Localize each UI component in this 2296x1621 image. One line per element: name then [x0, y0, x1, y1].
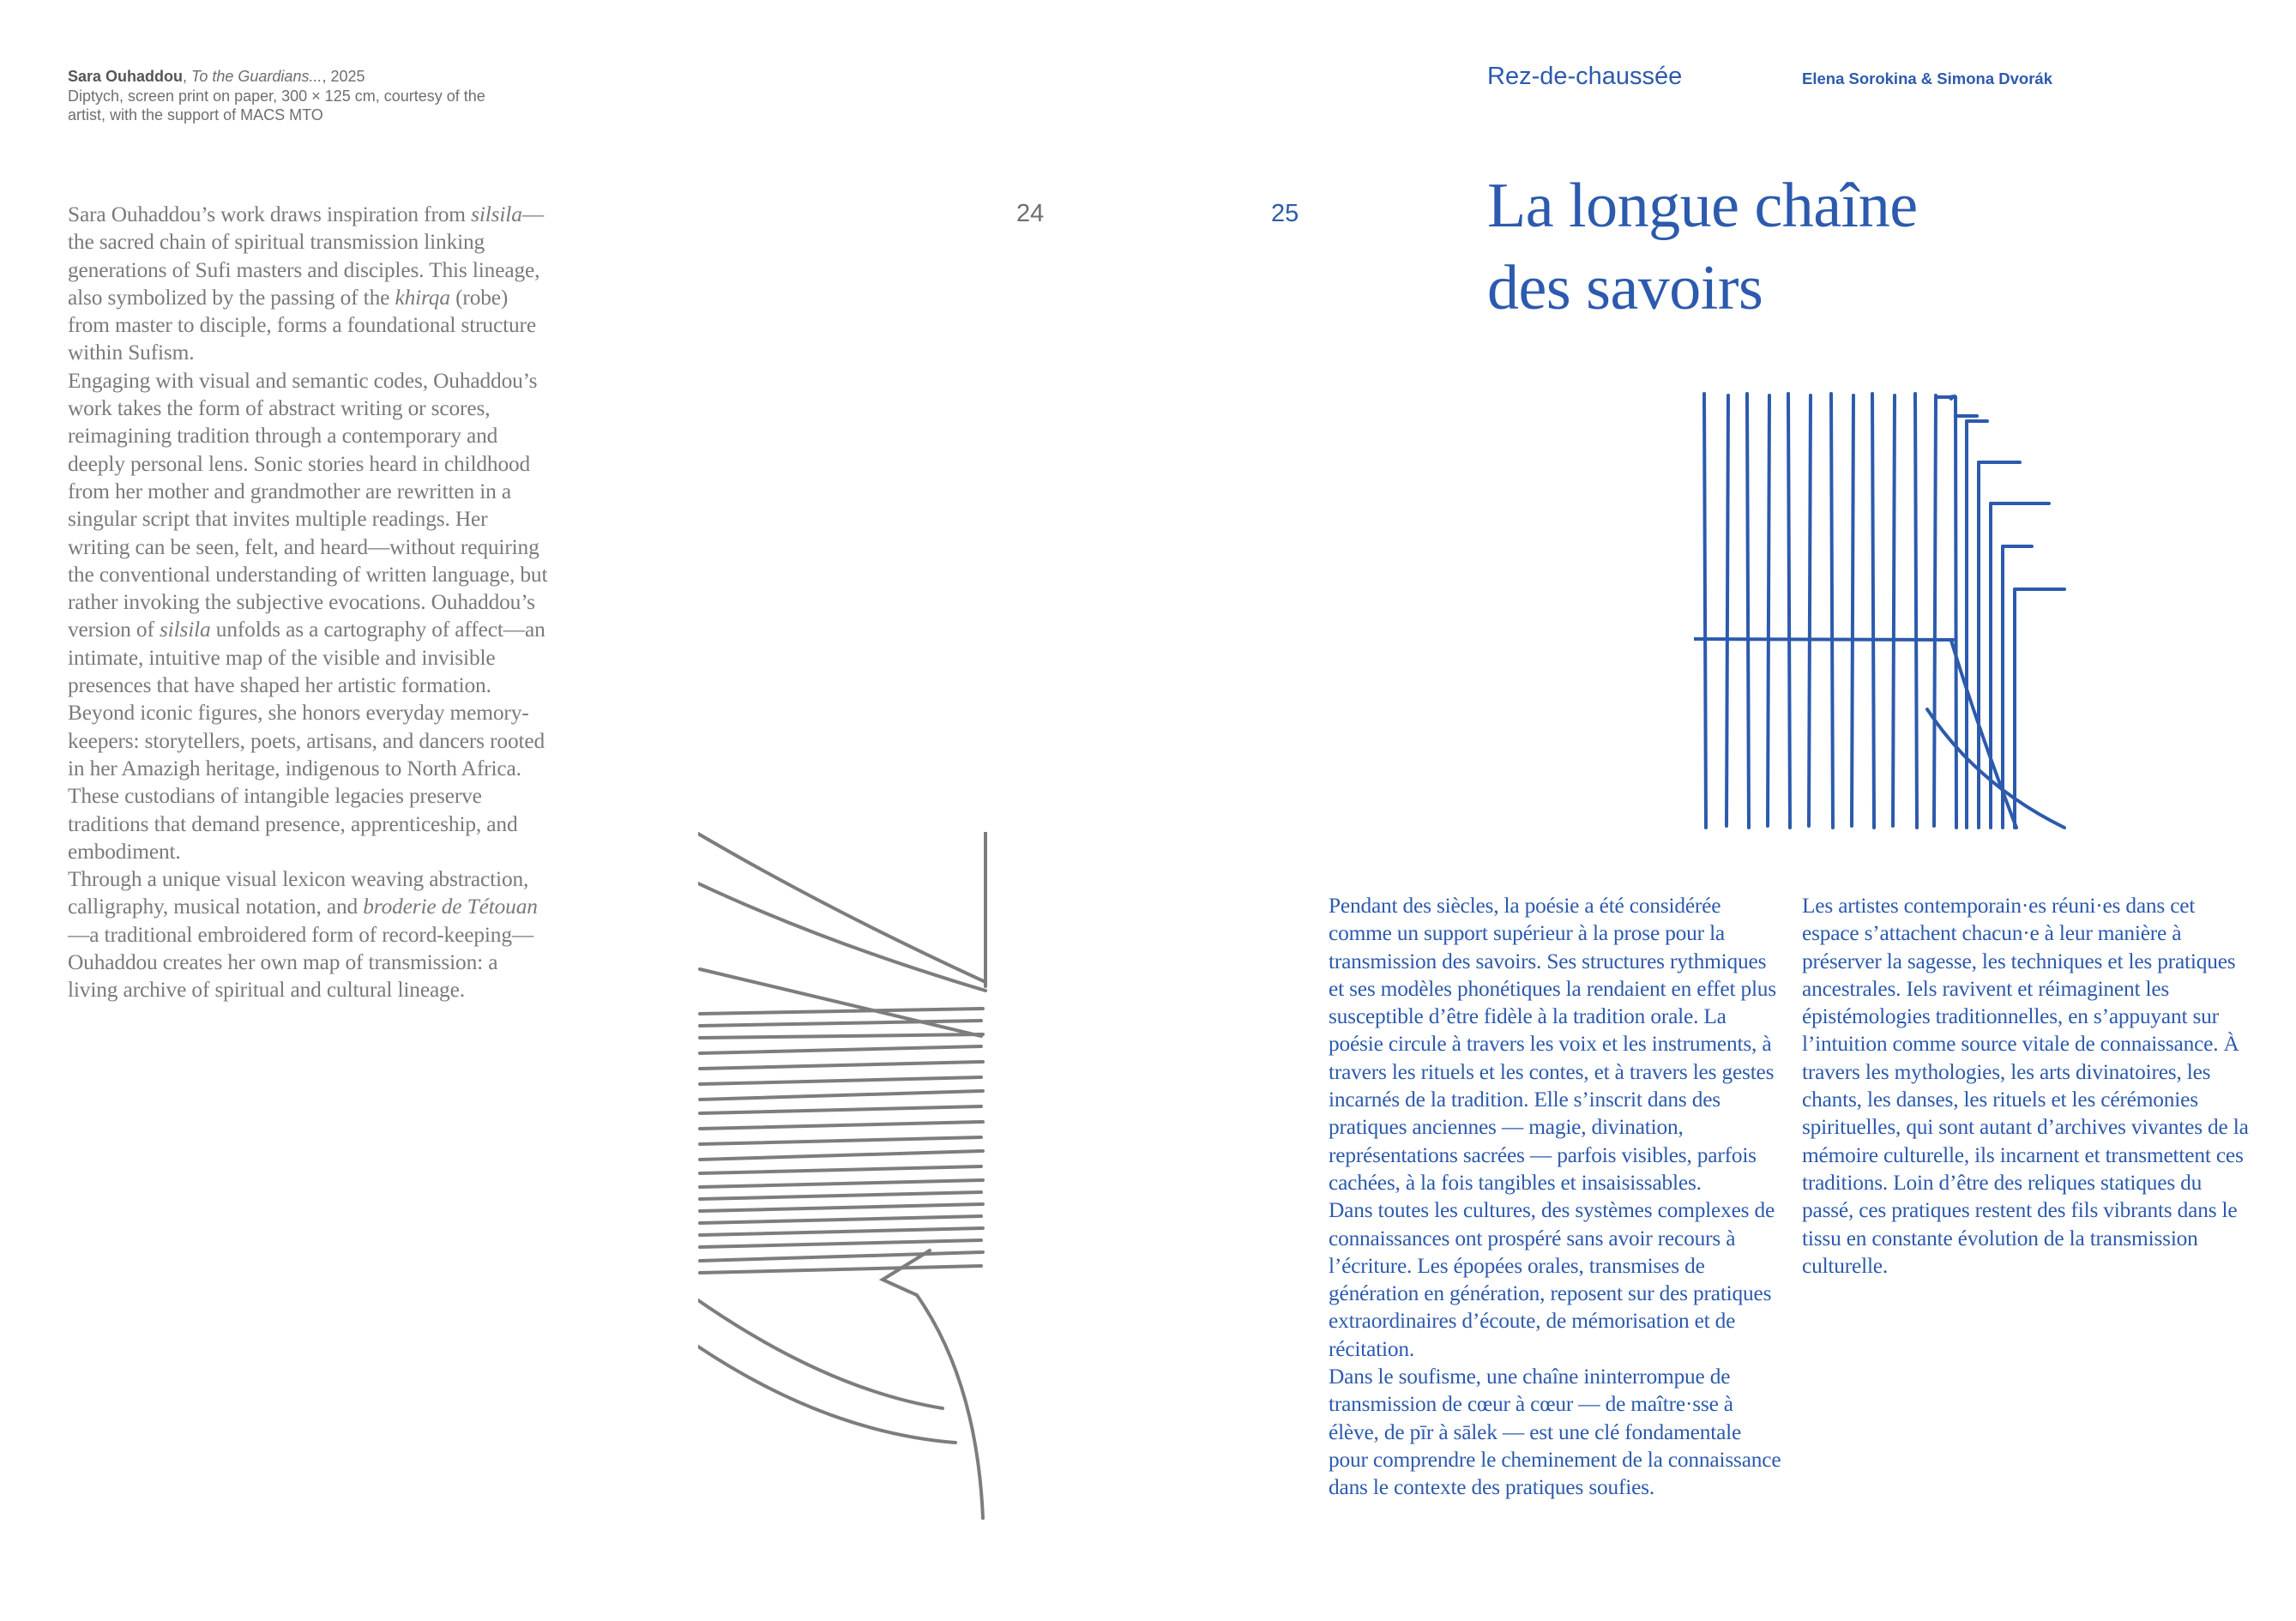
col1-paragraph-1: Pendant des siècles, la poésie a été considérée comme un support supérieur à la prose pour la transmission des savoirs. Ses structures rythmiques et ses modèles phonétiques la rendaient en effet plus susceptible d’être fidèle à la tradition orale. La poésie circule à travers les voix et les instruments, à travers les rituels et les contes, et à travers les gestes incarnés de la tradition. Elle s’inscrit dans des pratiques anciennes — magie, divination, représentations sacrées — parfois visibles, parfois cachées, à la fois tangibles et insaisissables. [1329, 894, 1776, 1195]
text-run: Engaging with visual and semantic codes, Ouhaddou’s work takes the form of abstract writing or scores, reimagining tradition through a contemporary and deeply personal lens. Sonic stories heard in childhood from her mother and grandmother are rewritten in a singular script that invites multiple readings. Her writing can be seen, felt, and heard—without requiring the conventional understanding of written language, but rather invoking the subjective evocations. Ouhaddou’s version of [68, 368, 548, 642]
right-artwork-drawing [1694, 390, 2088, 836]
left-art-shape [883, 1250, 983, 1518]
right-art-horizontal-line [1694, 639, 1953, 640]
text-run: —the sacred chain of spiritual transmission linking generations of Sufi masters and disciples. This lineage, also symbolized by the passing of the [68, 202, 544, 310]
left-art-arc-2 [698, 883, 985, 991]
right-art-curve-1 [1951, 641, 2016, 828]
text-run: (robe) from master to disciple, forms a foundational structure within Sufism. [68, 285, 536, 365]
caption-artist: Sara Ouhaddou [68, 68, 184, 85]
left-paragraph-2 [68, 367, 548, 865]
section-title: Rez-de-chaussée [1487, 63, 1683, 90]
text-run: Sara Ouhaddou’s work draws inspiration from [68, 202, 472, 226]
italic-term: silsila [159, 618, 211, 642]
caption-line-3: artist, with the support of MACS MTO [68, 106, 323, 124]
col2-paragraph-1: Les artistes contemporain·es réuni·es dans cet espace s’attachent chacun·e à leur manière à préserver la sagesse, les techniques et les pratiques ancestrales. Iels ravivent et réimaginent les épistémologies traditionnelles, en s’appuyant sur l’intuition comme source vitale de connaissance. À travers les mythologies, les arts divinatoires, les chants, les danses, les rituels et les cérémonies spirituelles, qui sont autant d’archives vivantes de la mémoire culturelle, ils incarnent et transmettent ces traditions. Loin d’être des reliques statiques du passé, ces pratiques restent des fils vibrants dans le tissu en constante évolution de la transmission culturelle. [1802, 894, 2249, 1278]
right-art-vertical-lines [1704, 394, 1956, 828]
italic-term: broderie de Tétouan [363, 895, 538, 919]
caption-line-1: Sara Ouhaddou, To the Guardians..., 2025 [68, 68, 365, 85]
caption-line-2: Diptych, screen print on paper, 300 × 125 cm, courtesy of the [68, 87, 485, 105]
headline-line-2: des savoirs [1487, 253, 1763, 323]
article-headline [1487, 165, 2173, 329]
left-art-arc-1 [698, 834, 985, 982]
caption-year: , 2025 [322, 68, 365, 85]
left-artwork-drawing [698, 832, 990, 1527]
text-run: Through a unique visual lexicon weaving abstraction, calligraphy, musical notation, and [68, 867, 529, 919]
col1-paragraph-2: Dans toutes les cultures, des systèmes complexes de connaissances ont prospéré sans avoir recours à l’écriture. Les épopées orales, transmises de génération en génération, reposent sur des pratiques extraordinaires d’écoute, de mémorisation et de récitation. [1329, 1198, 1775, 1361]
caption-title: To the Guardians... [191, 68, 322, 85]
author-names: Elena Sorokina & Simona Dvorák [1802, 69, 2052, 87]
headline-line-1: La longue chaîne [1487, 171, 1918, 241]
left-art-arc-4 [698, 1347, 955, 1443]
left-paragraph-3 [68, 865, 548, 1003]
page-number-right: 25 [1271, 200, 1299, 227]
right-column-1 [1329, 892, 1783, 1502]
left-paragraph-1 [68, 201, 548, 367]
page-number-left: 24 [1016, 200, 1045, 227]
italic-term: khirqa [395, 285, 450, 310]
col1-paragraph-3: Dans le soufisme, une chaîne ininterrompue de transmission de cœur à cœur — de maître·sse à élève, de pīr à sālek — est une clé fondamentale pour comprendre le cheminement de la connaissance dans le contexte des pratiques soufies. [1329, 1365, 1781, 1500]
left-art-arc-3 [698, 1300, 943, 1408]
right-column-2 [1802, 892, 2257, 1280]
text-run: —a traditional embroidered form of record-keeping—Ouhaddou creates her own map of transmission: a living archive of spiritual and cultural lineage. [68, 922, 534, 1003]
text-run: unfolds as a cartography of affect—an intimate, intuitive map of the visible and invisible presences that have shaped her artistic formation. Beyond iconic figures, she honors everyday memory-keepers: storytellers, poets, artisans, and dancers rooted in her Amazigh heritage, indigenous to North Africa. These custodians of intangible legacies preserve traditions that demand presence, apprenticeship, and embodiment. [68, 618, 545, 864]
artwork-caption [68, 67, 548, 125]
left-essay [68, 201, 548, 1004]
italic-term: silsila [471, 202, 522, 226]
left-art-hatching [700, 1009, 983, 1273]
